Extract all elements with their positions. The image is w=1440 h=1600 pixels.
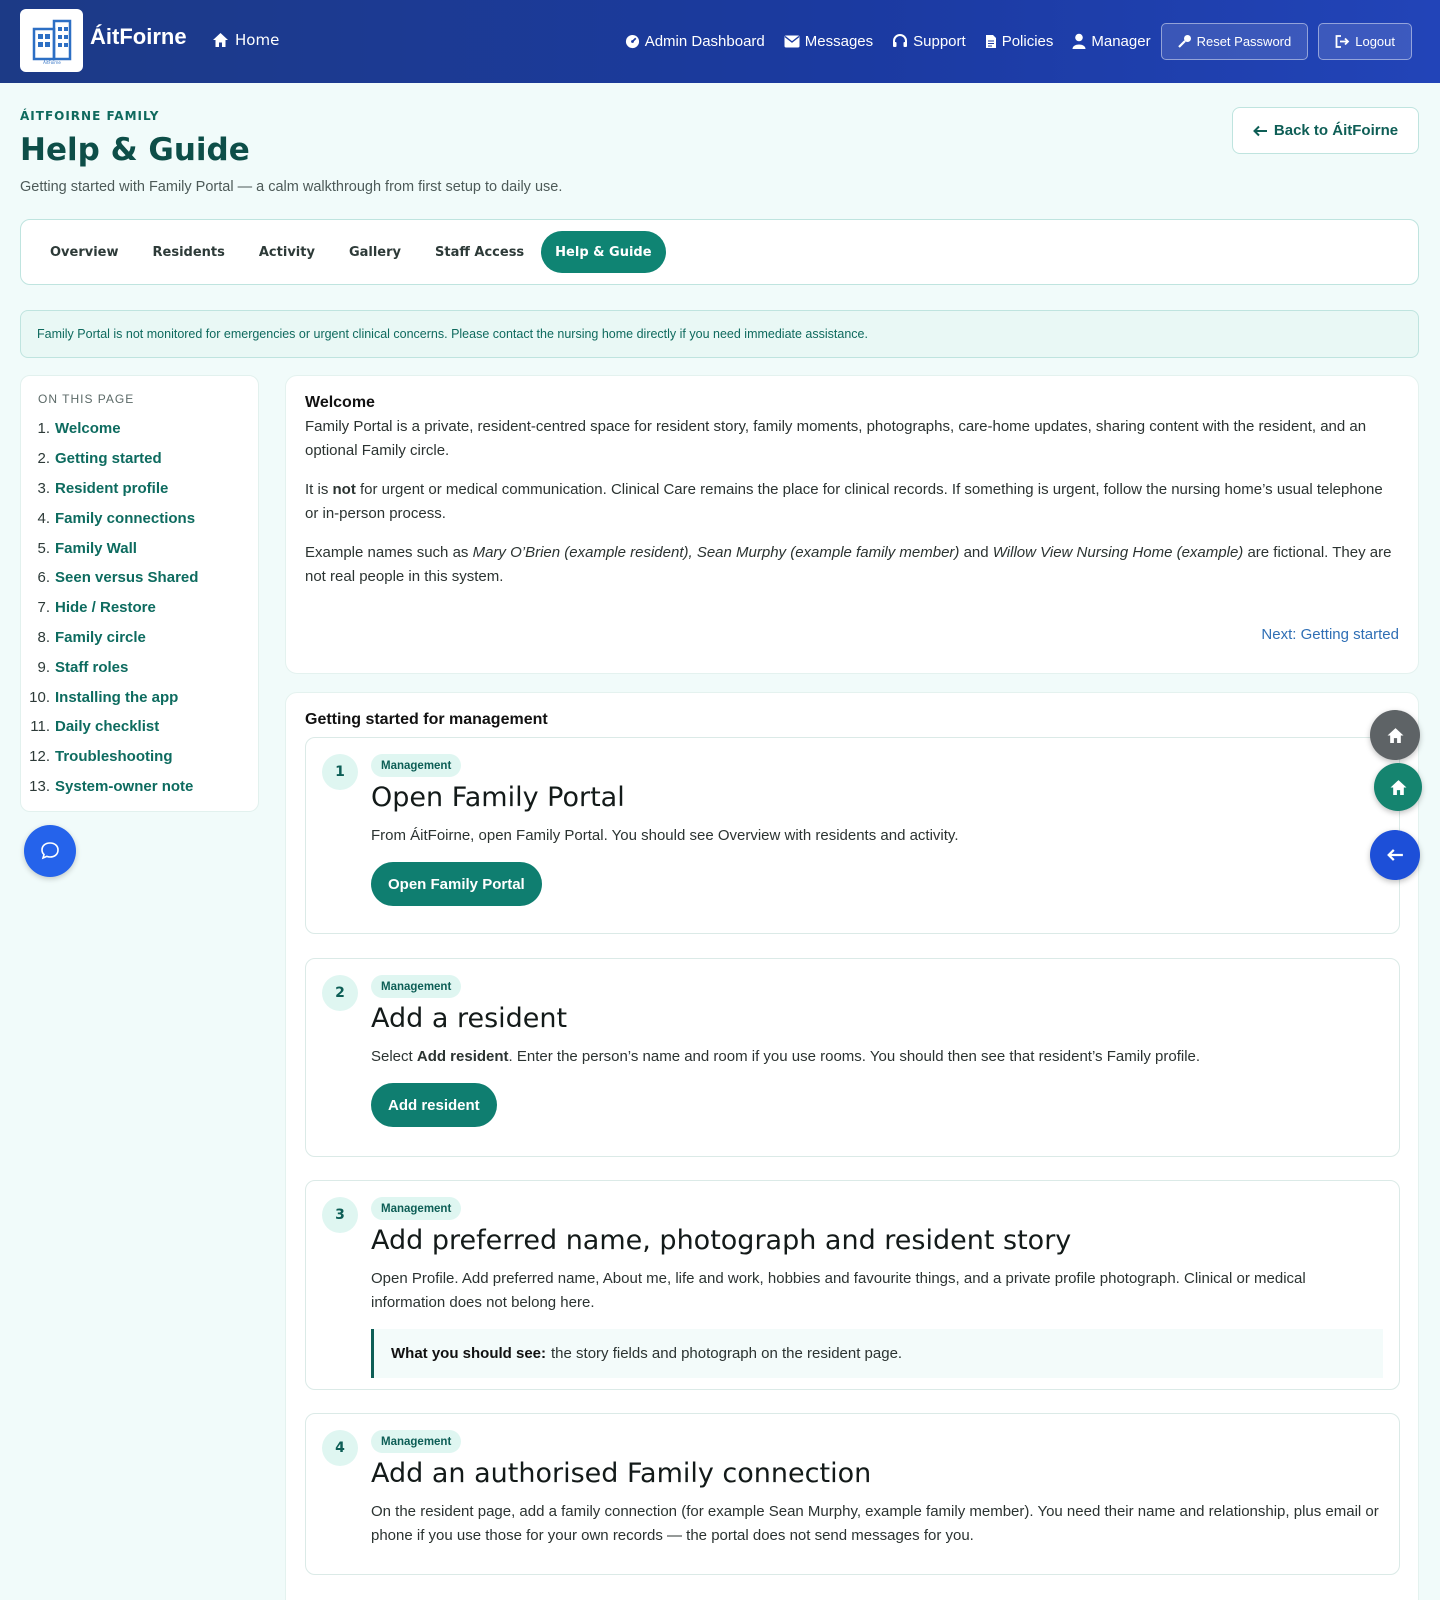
step-title: Add preferred name, photograph and resident story (371, 1225, 1072, 1256)
brand-logo[interactable] (20, 9, 83, 72)
page-subtitle: Getting started with Family Portal — a calm walkthrough from first setup to daily use. (20, 179, 563, 195)
toc-item-number: 7. (37, 599, 50, 617)
toc-item[interactable] (21, 533, 258, 563)
toc-item-number: 10. (29, 688, 50, 706)
toc-item-label[interactable]: Family Wall (55, 539, 137, 557)
top-nav (0, 0, 1440, 83)
step-title: Add a resident (371, 1003, 568, 1034)
nav-home-label: Home (235, 31, 280, 49)
home-icon (212, 32, 229, 48)
step-number: 4 (322, 1430, 358, 1466)
tab-gallery[interactable]: Gallery (348, 244, 401, 260)
role-badge: Management (371, 754, 461, 777)
nav-admin-dashboard[interactable] (625, 33, 765, 50)
step-card (305, 1180, 1400, 1390)
nav-support-label: Support (913, 32, 966, 50)
tab-activity[interactable]: Activity (258, 244, 315, 260)
floating-back-button[interactable] (1370, 830, 1420, 880)
toc-item-number: 12. (29, 748, 50, 766)
what-you-should-see-callout: What you should see: the story fields and photograph on the resident page. (371, 1329, 1383, 1378)
nav-messages-label: Messages (804, 32, 874, 50)
headset-icon (892, 34, 908, 49)
welcome-paragraph-1: Family Portal is a private, resident-centred space for resident story, family moments, photographs, care-home updates, sharing content with the resident, and an optional Family circle. (305, 418, 1367, 459)
toc-item-number: 5. (37, 539, 50, 557)
step-description: Select Add resident. Enter the person’s name and room if you use rooms. You should then see that resident’s Family profile. (371, 1048, 1201, 1065)
logout-button[interactable] (1318, 23, 1412, 60)
toc-item[interactable] (21, 414, 258, 444)
toc-item-number: 2. (37, 450, 50, 468)
table-of-contents (20, 375, 259, 812)
toc-item-label[interactable]: Getting started (55, 450, 162, 468)
role-badge: Management (371, 1197, 461, 1220)
toc-item[interactable] (21, 444, 258, 474)
nav-manager-label: Manager (1091, 32, 1151, 50)
toc-item-number: 8. (37, 628, 50, 646)
chat-bubble-icon (39, 840, 61, 862)
home-icon (1386, 727, 1405, 744)
step-card (305, 1413, 1400, 1575)
toc-item-label[interactable]: Welcome (55, 420, 121, 438)
role-badge: Management (371, 1430, 461, 1453)
toc-item-number: 4. (37, 509, 50, 527)
page-title: Help & Guide (20, 132, 250, 168)
getting-started-heading: Getting started for management (305, 711, 548, 728)
step-number: 2 (322, 975, 358, 1011)
next-link[interactable]: Next: Getting started (1261, 626, 1399, 643)
toc-item[interactable] (21, 652, 258, 682)
page-eyebrow: ÁITFOIRNE FAMILY (20, 109, 160, 123)
nav-admin-dashboard-label: Admin Dashboard (644, 32, 765, 50)
logout-label: Logout (1355, 33, 1395, 49)
nav-policies-label: Policies (1001, 32, 1054, 50)
step-description: Open Profile. Add preferred name, About me, life and work, hobbies and favourite things, and a private profile photograph. Clinical or medical information does not belong here. (371, 1270, 1306, 1311)
arrow-left-icon (1253, 125, 1268, 137)
toc-item[interactable] (21, 772, 258, 802)
tab-residents[interactable]: Residents (152, 244, 225, 260)
nav-support[interactable] (892, 33, 966, 50)
back-button[interactable] (1232, 107, 1419, 154)
toc-item[interactable] (21, 563, 258, 593)
toc-item[interactable] (21, 623, 258, 653)
emergency-notice: Family Portal is not monitored for emergencies or urgent clinical concerns. Please contact the nursing home directly if you need immediate assistance. (20, 310, 1419, 358)
toc-item[interactable] (21, 503, 258, 533)
envelope-icon (784, 35, 800, 48)
key-icon (1178, 34, 1192, 48)
floating-home-button[interactable] (1370, 710, 1420, 760)
nav-home[interactable] (212, 31, 279, 49)
toc-item-label[interactable]: Family connections (55, 509, 196, 527)
tab-overview[interactable]: Overview (50, 244, 119, 260)
toc-item-label[interactable]: Troubleshooting (55, 748, 173, 766)
step-title: Open Family Portal (371, 782, 625, 813)
user-icon (1072, 33, 1086, 49)
chat-button[interactable] (24, 825, 76, 877)
toc-item[interactable] (21, 593, 258, 623)
welcome-paragraph-2: It is not for urgent or medical communication. Clinical Care remains the place for clinical records. If something is urgent, follow the nursing home’s usual telephone or in-person process. (305, 481, 1383, 522)
toc-item-label[interactable]: Family circle (55, 628, 146, 646)
nav-policies[interactable] (985, 33, 1054, 50)
welcome-paragraph-3: Example names such as Mary O’Brien (example resident), Sean Murphy (example family member) and Willow View Nursing Home (example) are fictional. They are not real people in this system. (305, 544, 1392, 585)
back-button-label: Back to ÁitFoirne (1273, 122, 1399, 139)
welcome-heading: Welcome (305, 394, 375, 411)
toc-item[interactable] (21, 682, 258, 712)
reset-password-label: Reset Password (1196, 33, 1292, 49)
logout-icon (1335, 35, 1350, 48)
arrow-left-icon (1387, 848, 1404, 862)
tab-staff-access[interactable]: Staff Access (435, 244, 525, 260)
add-resident-button[interactable]: Add resident (371, 1083, 497, 1127)
step-description: On the resident page, add a family connection (for example Sean Murphy, example family member). You need their name and relationship, plus email or phone if you use those for your own records — the portal does not send messages for you. (371, 1503, 1379, 1544)
step-title: Add an authorised Family connection (371, 1458, 872, 1489)
nav-right (606, 22, 1412, 60)
document-icon (985, 34, 997, 49)
open-family-portal-button[interactable]: Open Family Portal (371, 862, 542, 906)
toc-item-label[interactable]: Installing the app (55, 688, 179, 706)
toc-item-number: 6. (37, 569, 50, 587)
step-number: 3 (322, 1197, 358, 1233)
toc-item-number: 3. (37, 479, 50, 497)
toc-item-number: 11. (30, 718, 50, 736)
role-badge: Management (371, 975, 461, 998)
step-description: From ÁitFoirne, open Family Portal. You should see Overview with residents and activity. (371, 827, 959, 844)
toc-item-number: 9. (37, 658, 50, 676)
toc-item[interactable] (21, 742, 258, 772)
nav-manager[interactable] (1072, 33, 1150, 50)
getting-started-section (285, 692, 1419, 1600)
building-icon (30, 17, 74, 65)
toc-item-number: 13. (29, 777, 50, 795)
reset-password-button[interactable] (1161, 23, 1309, 60)
toc-item-label[interactable]: Staff roles (55, 658, 129, 676)
toc-item-label[interactable]: System-owner note (55, 777, 194, 795)
nav-messages[interactable] (784, 33, 873, 50)
floating-family-home-button[interactable] (1374, 763, 1422, 811)
step-card (305, 958, 1400, 1157)
home-icon (1389, 779, 1408, 796)
step-card (305, 737, 1400, 934)
toc-item-label[interactable]: Resident profile (55, 479, 169, 497)
brand-name[interactable]: ÁitFoirne (90, 24, 187, 49)
welcome-section (285, 375, 1419, 674)
toc-list (21, 414, 258, 801)
toc-item[interactable] (21, 474, 258, 504)
toc-item-label[interactable]: Seen versus Shared (55, 569, 199, 587)
tab-help-guide[interactable]: Help & Guide (541, 231, 665, 273)
toc-item-label[interactable]: Daily checklist (55, 718, 160, 736)
toc-item[interactable] (21, 712, 258, 742)
toc-item-label[interactable]: Hide / Restore (55, 599, 156, 617)
step-number: 1 (322, 754, 358, 790)
logo-caption: ÁitFoirne (42, 59, 61, 65)
toc-heading: ON THIS PAGE (38, 392, 135, 406)
dashboard-icon (625, 34, 640, 49)
toc-item-number: 1. (37, 420, 50, 438)
tab-bar (20, 219, 1419, 285)
